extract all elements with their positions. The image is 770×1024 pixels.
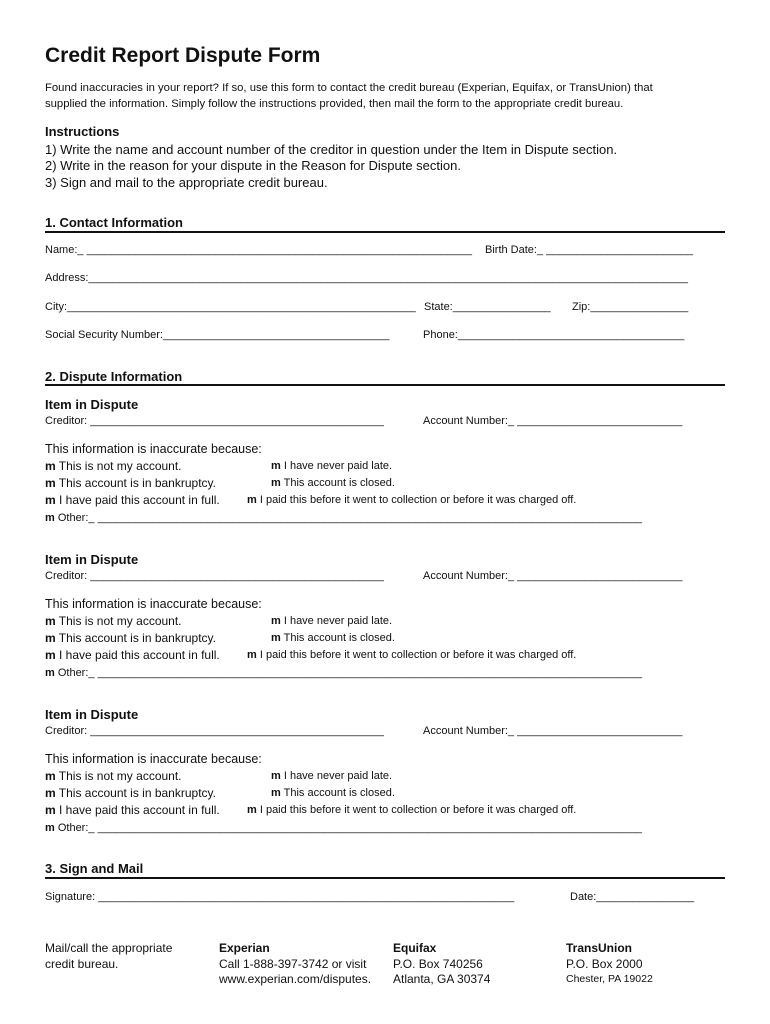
- checkbox-glyph[interactable]: m: [45, 667, 55, 679]
- inaccurate-because-label: This information is inaccurate because:: [45, 442, 262, 456]
- checkbox-glyph[interactable]: m: [45, 614, 56, 628]
- state-field[interactable]: State:________________: [424, 301, 551, 313]
- address-field[interactable]: Address:__________________________________________________________________________________________________: [45, 272, 688, 284]
- checkbox-glyph[interactable]: m: [247, 494, 257, 506]
- checkbox-glyph[interactable]: m: [45, 493, 56, 507]
- option-paid-in-full[interactable]: m I have paid this account in full.: [45, 648, 220, 662]
- checkbox-glyph[interactable]: m: [271, 770, 281, 782]
- creditor-field[interactable]: Creditor: ________________________________________________: [45, 415, 384, 427]
- checkbox-glyph[interactable]: m: [271, 460, 281, 472]
- instruction-2: 2) Write in the reason for your dispute in the Reason for Dispute section.: [45, 158, 461, 173]
- transunion-city: Chester, PA 19022: [566, 973, 653, 985]
- account-number-field[interactable]: Account Number:_ ___________________________: [423, 725, 683, 737]
- section-divider: [45, 384, 725, 386]
- mail-line-2: credit bureau.: [45, 956, 119, 971]
- equifax-block: [393, 941, 490, 988]
- signature-field[interactable]: Signature: ____________________________________________________________________: [45, 891, 515, 903]
- checkbox-glyph[interactable]: m: [45, 786, 56, 800]
- option-never-paid-late[interactable]: m I have never paid late.: [271, 460, 393, 472]
- zip-field[interactable]: Zip:________________: [572, 301, 689, 313]
- signature-date-field[interactable]: Date:________________: [570, 891, 695, 903]
- checkbox-glyph[interactable]: m: [247, 649, 257, 661]
- checkbox-glyph[interactable]: m: [45, 631, 56, 645]
- checkbox-glyph[interactable]: m: [247, 804, 257, 816]
- intro-line-1: Found inaccuracies in your report? If so, use this form to contact the credit bureau (Experian, Equifax, or TransUnion) that: [45, 82, 653, 94]
- checkbox-glyph[interactable]: m: [45, 803, 56, 817]
- experian-phone: Call 1-888-397-3742 or visit: [219, 956, 367, 971]
- contact-section-heading: 1. Contact Information: [45, 215, 183, 230]
- instruction-3: 3) Sign and mail to the appropriate credit bureau.: [45, 175, 328, 190]
- account-number-field[interactable]: Account Number:_ ___________________________: [423, 415, 683, 427]
- option-never-paid-late[interactable]: m I have never paid late.: [271, 615, 393, 627]
- option-never-paid-late[interactable]: m I have never paid late.: [271, 770, 393, 782]
- checkbox-glyph[interactable]: m: [271, 615, 281, 627]
- account-number-field[interactable]: Account Number:_ ___________________________: [423, 570, 683, 582]
- checkbox-glyph[interactable]: m: [45, 512, 55, 524]
- option-account-closed[interactable]: m This account is closed.: [271, 787, 395, 799]
- checkbox-glyph[interactable]: m: [45, 476, 56, 490]
- section-divider: [45, 231, 725, 233]
- ssn-field[interactable]: Social Security Number:_____________________________________: [45, 329, 390, 341]
- option-not-my-account[interactable]: m This is not my account.: [45, 459, 182, 473]
- mail-line-1: Mail/call the appropriate: [45, 941, 173, 955]
- option-account-closed[interactable]: m This account is closed.: [271, 477, 395, 489]
- item-in-dispute-heading: Item in Dispute: [45, 397, 139, 412]
- experian-website[interactable]: www.experian.com/disputes.: [219, 972, 372, 986]
- birth-date-field[interactable]: Birth Date:_ ________________________: [485, 244, 693, 256]
- option-not-my-account[interactable]: m This is not my account.: [45, 614, 182, 628]
- checkbox-glyph[interactable]: m: [45, 648, 56, 662]
- section-divider: [45, 877, 725, 879]
- experian-name: Experian: [219, 941, 270, 955]
- intro-text: [45, 80, 653, 112]
- option-paid-before-collection[interactable]: m I paid this before it went to collection or before it was charged off.: [247, 494, 577, 506]
- equifax-po-box: P.O. Box 740256: [393, 956, 483, 971]
- option-paid-before-collection[interactable]: m I paid this before it went to collection or before it was charged off.: [247, 649, 577, 661]
- creditor-field[interactable]: Creditor: ________________________________________________: [45, 570, 384, 582]
- name-field[interactable]: Name:_ _______________________________________________________________: [45, 244, 472, 256]
- option-paid-before-collection[interactable]: m I paid this before it went to collection or before it was charged off.: [247, 804, 577, 816]
- mail-instructions: [45, 941, 172, 972]
- option-other-field[interactable]: m Other:_ _________________________________________________________________________________________: [45, 667, 643, 679]
- option-account-closed[interactable]: m This account is closed.: [271, 632, 395, 644]
- option-in-bankruptcy[interactable]: m This account is in bankruptcy.: [45, 786, 216, 800]
- intro-line-2: supplied the information. Simply follow the instructions provided, then mail the form to the appropriate credit bureau.: [45, 98, 624, 110]
- checkbox-glyph[interactable]: m: [271, 632, 281, 644]
- inaccurate-because-label: This information is inaccurate because:: [45, 752, 262, 766]
- creditor-field[interactable]: Creditor: ________________________________________________: [45, 725, 384, 737]
- checkbox-glyph[interactable]: m: [271, 787, 281, 799]
- option-other-field[interactable]: m Other:_ _________________________________________________________________________________________: [45, 822, 643, 834]
- item-in-dispute-heading: Item in Dispute: [45, 707, 139, 722]
- transunion-po-box: P.O. Box 2000: [566, 956, 643, 971]
- transunion-name: TransUnion: [566, 941, 633, 955]
- equifax-name: Equifax: [393, 941, 437, 955]
- option-in-bankruptcy[interactable]: m This account is in bankruptcy.: [45, 631, 216, 645]
- city-field[interactable]: City:_________________________________________________________: [45, 301, 416, 313]
- phone-field[interactable]: Phone:_____________________________________: [423, 329, 685, 341]
- option-not-my-account[interactable]: m This is not my account.: [45, 769, 182, 783]
- option-in-bankruptcy[interactable]: m This account is in bankruptcy.: [45, 476, 216, 490]
- option-other-field[interactable]: m Other:_ _________________________________________________________________________________________: [45, 512, 643, 524]
- instruction-1: 1) Write the name and account number of the creditor in question under the Item in Dispute section.: [45, 142, 618, 157]
- sign-section-heading: 3. Sign and Mail: [45, 861, 144, 876]
- inaccurate-because-label: This information is inaccurate because:: [45, 597, 262, 611]
- checkbox-glyph[interactable]: m: [45, 822, 55, 834]
- item-in-dispute-heading: Item in Dispute: [45, 552, 139, 567]
- option-paid-in-full[interactable]: m I have paid this account in full.: [45, 803, 220, 817]
- option-paid-in-full[interactable]: m I have paid this account in full.: [45, 493, 220, 507]
- experian-block: [219, 941, 371, 988]
- equifax-city: Atlanta, GA 30374: [393, 972, 491, 986]
- page-title: Credit Report Dispute Form: [45, 44, 321, 67]
- transunion-block: [566, 941, 653, 988]
- checkbox-glyph[interactable]: m: [271, 477, 281, 489]
- dispute-section-heading: 2. Dispute Information: [45, 369, 183, 384]
- checkbox-glyph[interactable]: m: [45, 459, 56, 473]
- instructions-heading: Instructions: [45, 124, 120, 139]
- checkbox-glyph[interactable]: m: [45, 769, 56, 783]
